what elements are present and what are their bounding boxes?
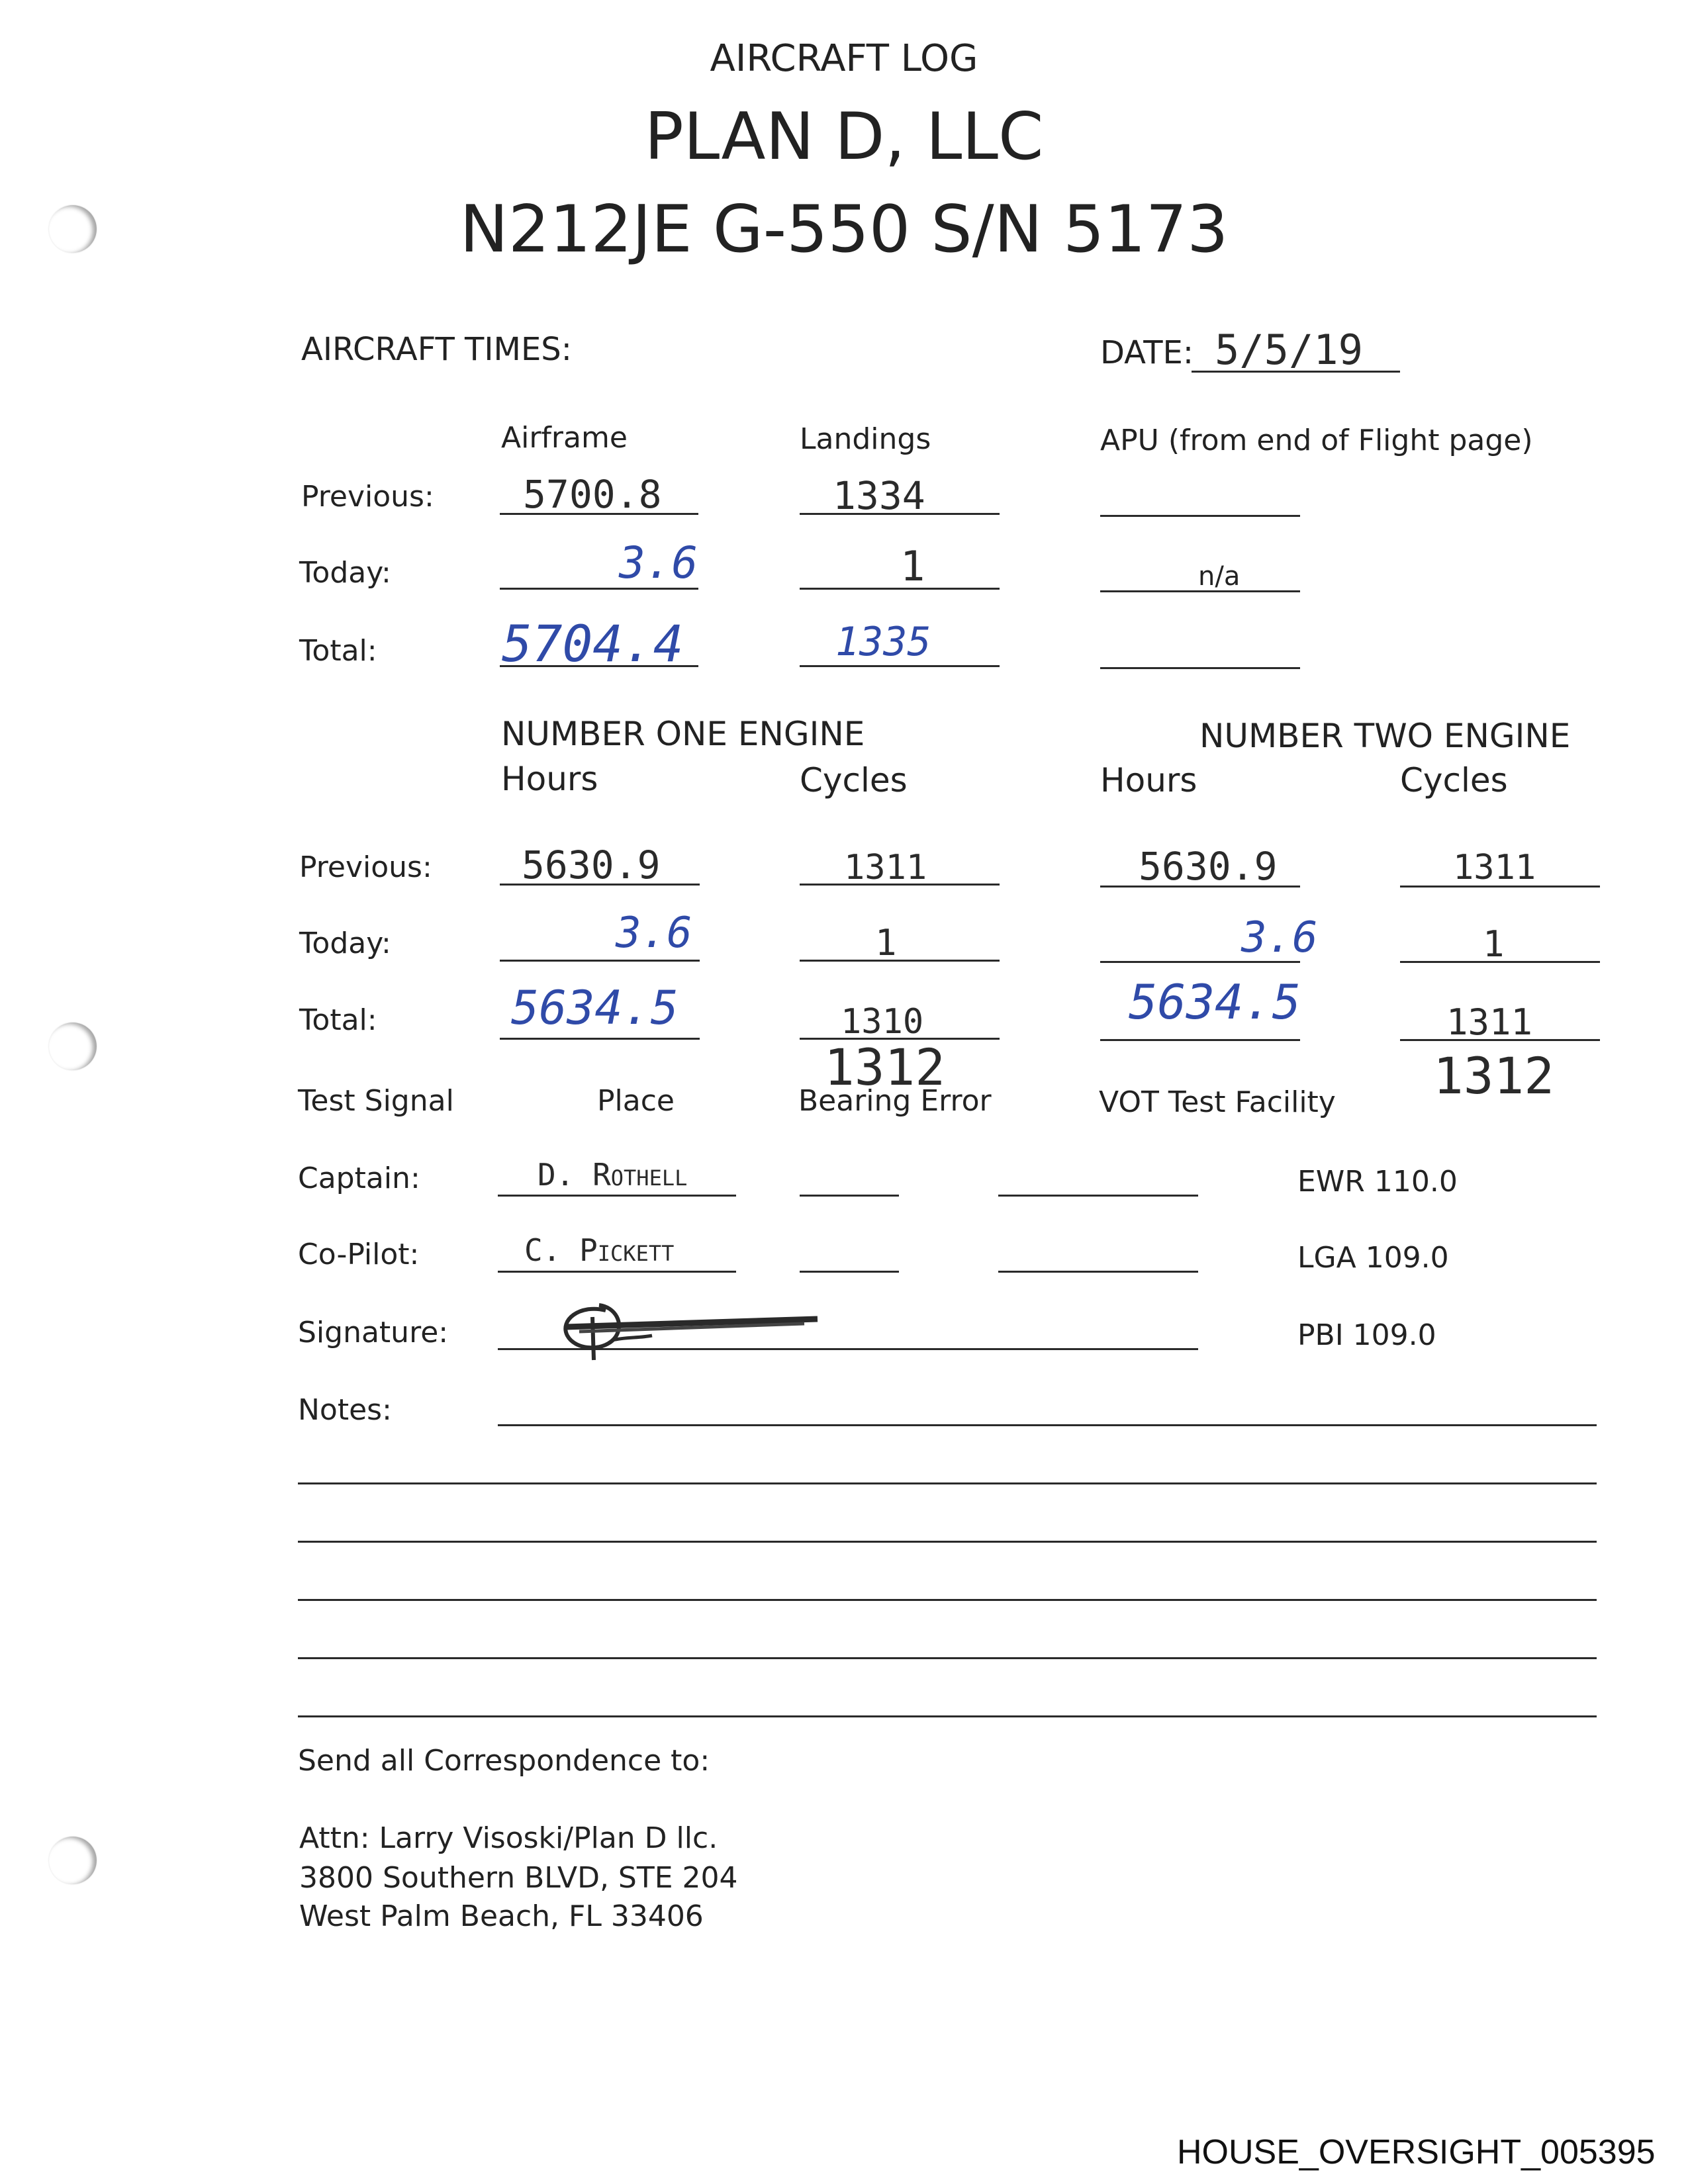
signature-label: Signature: xyxy=(298,1316,449,1349)
e1-hours-total-value: 5634.5 xyxy=(511,981,679,1035)
e1-cycles-total-correction: 1312 xyxy=(824,1038,946,1097)
correspondence-address-2: West Palm Beach, FL 33406 xyxy=(299,1899,704,1933)
engines-row-total: Total: xyxy=(299,1003,377,1037)
notes-line-5 xyxy=(298,1657,1597,1659)
vot-facility-lga: LGA 109.0 xyxy=(1297,1241,1449,1275)
airframe-previous-value: 5700.8 xyxy=(523,472,662,517)
vot-facility-ewr: EWR 110.0 xyxy=(1297,1165,1458,1199)
bearing-error-label: Bearing Error xyxy=(798,1084,992,1118)
e2-hours-label: Hours xyxy=(1100,761,1197,799)
notes-line-6 xyxy=(298,1715,1597,1717)
copilot-label: Co-Pilot: xyxy=(298,1238,420,1271)
notes-line-2 xyxy=(298,1482,1597,1484)
e2-cycles-label: Cycles xyxy=(1400,761,1508,799)
date-label: DATE: xyxy=(1100,334,1194,371)
e2-cycles-today-value: 1 xyxy=(1483,923,1505,965)
landings-today-value: 1 xyxy=(900,542,925,590)
aircraft-id: N212JE G-550 S/N 5173 xyxy=(459,192,1229,267)
copilot-place-line xyxy=(498,1271,736,1273)
copilot-name-value: C. Pickett xyxy=(524,1232,675,1268)
e1-hours-label: Hours xyxy=(501,760,598,798)
notes-line-4 xyxy=(298,1599,1597,1601)
times-row-previous: Previous: xyxy=(301,480,434,514)
vot-test-facility-label: VOT Test Facility xyxy=(1099,1085,1336,1119)
e2-cycles-total-value: 1311 xyxy=(1446,1001,1533,1043)
place-label: Place xyxy=(597,1084,675,1118)
correspondence-attn: Attn: Larry Visoski/Plan D llc. xyxy=(299,1821,718,1855)
engine-one-label: NUMBER ONE ENGINE xyxy=(501,715,865,753)
punch-hole-bottom xyxy=(49,1837,97,1884)
captain-bearing-line xyxy=(800,1195,899,1197)
engines-row-today: Today: xyxy=(299,927,391,960)
notes-line-3 xyxy=(298,1541,1597,1543)
e1-cycles-today-value: 1 xyxy=(875,922,897,964)
e2-cycles-previous-value: 1311 xyxy=(1453,848,1536,887)
e1-hours-total-line xyxy=(500,1038,700,1040)
aircraft-times-label: AIRCRAFT TIMES: xyxy=(301,331,572,368)
e1-hours-today-line xyxy=(500,960,700,962)
landings-total-line xyxy=(800,665,1000,667)
e1-hours-today-value: 3.6 xyxy=(616,909,692,958)
col-landings-label: Landings xyxy=(800,422,931,456)
col-apu-label: APU (from end of Flight page) xyxy=(1100,424,1533,457)
date-value: 5/5/19 xyxy=(1215,326,1363,374)
copilot-bearing-line xyxy=(800,1271,899,1273)
landings-total-value: 1335 xyxy=(835,619,931,665)
landings-previous-value: 1334 xyxy=(833,473,925,518)
e1-hours-previous-value: 5630.9 xyxy=(522,842,661,887)
times-row-total: Total: xyxy=(299,634,377,668)
e1-cycles-today-line xyxy=(800,960,1000,962)
copilot-facility-line xyxy=(998,1271,1198,1273)
apu-total-line xyxy=(1100,667,1300,669)
airframe-today-value: 3.6 xyxy=(619,537,698,588)
correspondence-label: Send all Correspondence to: xyxy=(298,1744,710,1778)
bates-number: HOUSE_OVERSIGHT_005395 xyxy=(1177,2133,1656,2171)
e1-cycles-label: Cycles xyxy=(800,761,908,799)
airframe-total-value: 5704.4 xyxy=(502,614,684,673)
e2-hours-total-line xyxy=(1100,1039,1300,1041)
test-signal-label: Test Signal xyxy=(298,1084,454,1118)
vot-facility-pbi: PBI 109.0 xyxy=(1297,1318,1436,1352)
col-airframe-label: Airframe xyxy=(501,421,628,455)
captain-name-value: D. Rothell xyxy=(538,1157,688,1193)
apu-today-value: n/a xyxy=(1198,561,1241,592)
signature-scribble xyxy=(553,1291,831,1363)
engine-two-label: NUMBER TWO ENGINE xyxy=(1199,717,1571,755)
company-name: PLAN D, LLC xyxy=(644,99,1044,175)
e2-hours-previous-value: 5630.9 xyxy=(1139,844,1278,889)
engines-row-previous: Previous: xyxy=(299,850,432,884)
captain-place-line xyxy=(498,1195,736,1197)
correspondence-address-1: 3800 Southern BLVD, STE 204 xyxy=(299,1861,738,1895)
punch-hole-middle xyxy=(49,1023,97,1070)
landings-today-line xyxy=(800,588,1000,590)
notes-line-1 xyxy=(498,1424,1597,1426)
apu-previous-line xyxy=(1100,515,1300,517)
times-row-today: Today: xyxy=(299,556,391,590)
e2-hours-total-value: 5634.5 xyxy=(1129,974,1301,1030)
e2-cycles-total-correction: 1312 xyxy=(1433,1046,1555,1105)
e2-hours-today-value: 3.6 xyxy=(1241,913,1318,962)
captain-label: Captain: xyxy=(298,1161,420,1195)
log-title: AIRCRAFT LOG xyxy=(710,37,978,80)
captain-facility-line xyxy=(998,1195,1198,1197)
notes-label: Notes: xyxy=(298,1393,392,1427)
e1-cycles-previous-value: 1311 xyxy=(844,848,927,887)
e1-cycles-total-value: 1310 xyxy=(841,1002,924,1042)
